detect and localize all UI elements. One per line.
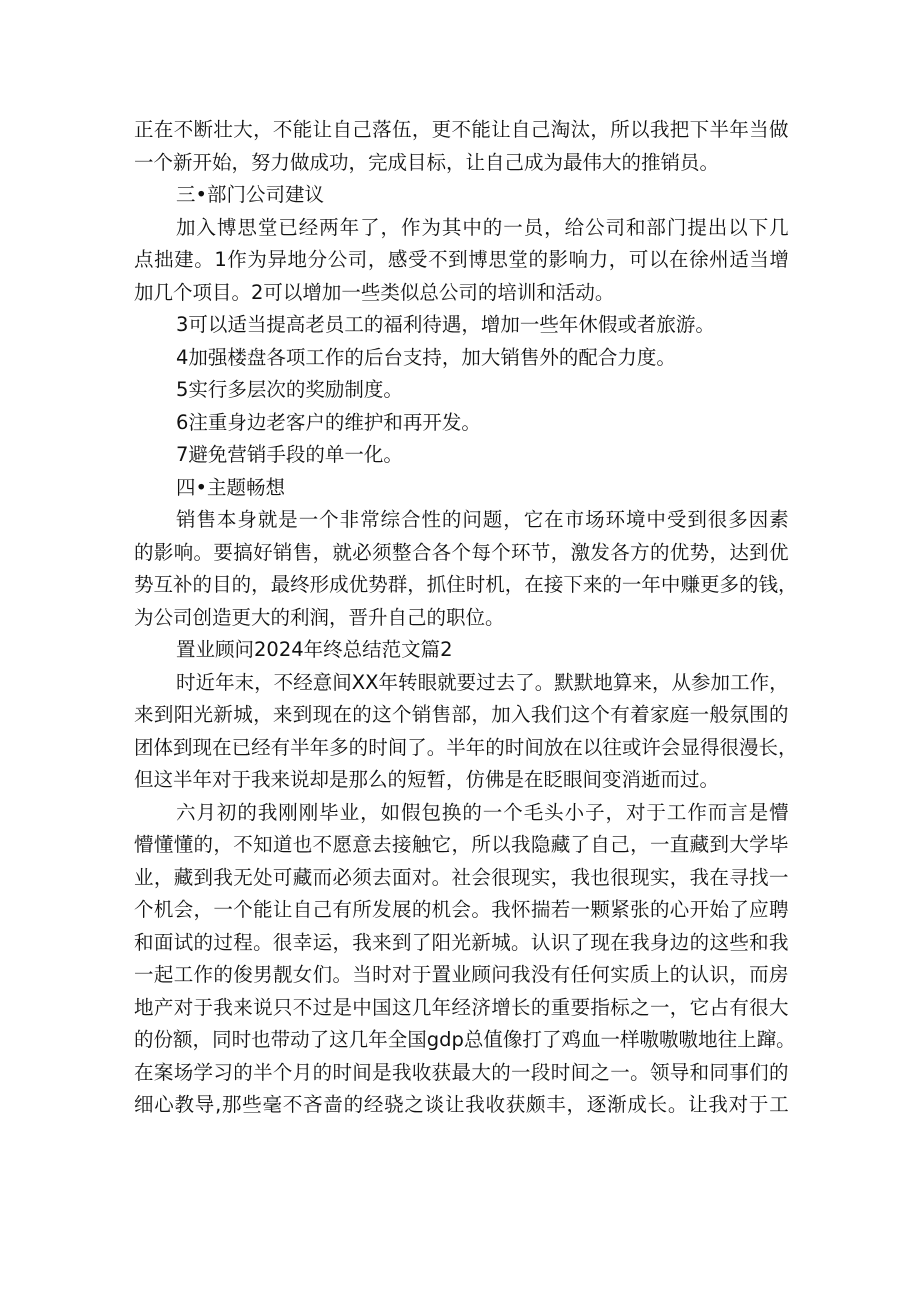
text-line: 三•部门公司建议: [176, 183, 325, 206]
text-line: 细 心 教 导 , 那 些 毫 不 吝 啬 的 经 骁 之 谈 让 我 收 获 颇 丰 ， 逐 渐 成 长 。 让 我 对 于 工: [134, 1093, 789, 1116]
text-line: 点 拙 建 。 1 作 为 异 地 分 公 司 ， 感 受 不 到 博 思 堂 的 影 响 力 ， 可 以 在 徐 州 适 当 增: [134, 248, 789, 271]
text-line: 势 互 补 的 目 的 ， 最 终 形 成 优 势 群 ， 抓 住 时 机 ， 在 接 下 来 的 一 年 中 赚 更 多 的 钱 ，: [134, 573, 798, 596]
text-line: 时 近 年 末 ， 不 经 意 间 XX 年 转 眼 就 要 过 去 了 。 默 默 地 算 来 ， 从 参 加 工 作 ，: [176, 670, 789, 694]
text-line: 6注重身边老客户的维护和再开发。: [176, 410, 481, 434]
text-line: 4加强楼盘各项工作的后台支持，加大销售外的配合力度。: [176, 345, 676, 369]
text-line: 加 入 博 思 堂 已 经 两 年 了 ， 作 为 其 中 的 一 员 ， 给 公 司 和 部 门 提 出 以 下 几: [176, 215, 789, 239]
document-body: [134, 114, 798, 1122]
text-line: 业 ， 藏 到 我 无 处 可 藏 而 必 须 去 面 对 。 社 会 很 现 实 ， 我 也 很 现 实 ， 我 在 寻 找 一: [134, 865, 789, 889]
text-line: 和 面 试 的 过 程 。 很 幸 运 ， 我 来 到 了 阳 光 新 城 。 认 识 了 现 在 我 身 边 的 这 些 和 我: [134, 930, 789, 954]
text-line: 的 份 额 ， 同 时 也 带 动 了 这 几 年 全 国 gdp 总 值 像 打 了 鸡 血 一 样 嗷 嗷 嗷 地 往 上 蹿 。: [134, 1028, 796, 1051]
text-line: 团 体 到 现 在 已 经 有 半 年 多 的 时 间 了 。 半 年 的 时 间 放 在 以 往 或 许 会 显 得 很 漫 长 ，: [134, 735, 798, 759]
text-line: 但这半年对于我来说却是那么的短暂，仿佛是在眨眼间变消逝而过。: [134, 768, 720, 791]
text-line: 六 月 初 的 我 刚 刚 毕 业 ， 如 假 包 换 的 一 个 毛 头 小 子 ， 对 于 工 作 而 言 是 懵: [176, 800, 789, 824]
text-line: 一 起 工 作 的 俊 男 靓 女 们 。 当 时 对 于 置 业 顾 问 我 没 有 任 何 实 质 上 的 认 识 ， 而 房: [134, 963, 789, 986]
text-line: 正 在 不 断 壮 大 ， 不 能 让 自 己 落 伍 ， 更 不 能 让 自 己 淘 汰 ， 所 以 我 把 下 半 年 当 做: [134, 118, 789, 141]
text-line: 销 售 本 身 就 是 一 个 非 常 综 合 性 的 问 题 ， 它 在 市 场 环 境 中 受 到 很 多 因 素: [176, 508, 789, 531]
text-line: 在 案 场 学 习 的 半 个 月 的 时 间 是 我 收 获 最 大 的 一 段 时 间 之 一 。 领 导 和 同 事 们 的: [134, 1060, 789, 1084]
text-line: 7避免营销手段的单一化。: [176, 443, 403, 466]
text-line: 的 影 响 。 要 搞 好 销 售 ， 就 必 须 整 合 各 个 每 个 环 节 ， 激 发 各 方 的 优 势 ， 达 到 优: [134, 540, 789, 564]
text-line: 加几个项目。2可以增加一些类似总公司的培训和活动。: [134, 280, 615, 304]
text-line: 地 产 对 于 我 来 说 只 不 过 是 中 国 这 几 年 经 济 增 长 的 重 要 指 标 之 一 ， 它 占 有 很 大: [134, 995, 789, 1019]
text-line: 懵 懂 懂 的 ， 不 知 道 也 不 愿 意 去 接 触 它 ， 所 以 我 隐 藏 了 自 己 ， 一 直 藏 到 大 学 毕: [134, 833, 789, 856]
text-line: 为公司创造更大的利润，晋升自己的职位。: [134, 605, 505, 629]
text-line: 来 到 阳 光 新 城 ， 来 到 现 在 的 这 个 销 售 部 ， 加 入 我 们 这 个 有 着 家 庭 一 般 氛 围 的: [134, 703, 789, 726]
text-line: 个 机 会 ， 一 个 能 让 自 己 有 所 发 展 的 机 会 。 我 怀 揣 若 一 颗 紧 张 的 心 开 始 了 应 聘: [134, 898, 789, 921]
text-line: 5实行多层次的奖励制度。: [176, 378, 403, 401]
text-line: 3可以适当提高老员工的福利待遇，增加一些年休假或者旅游。: [176, 313, 715, 336]
text-line: 一个新开始，努力做成功，完成目标，让自己成为最伟大的推销员。: [134, 150, 720, 174]
text-line: 四•主题畅想: [176, 475, 286, 499]
text-line: 置业顾问2024年终总结范文篇2: [176, 638, 453, 661]
